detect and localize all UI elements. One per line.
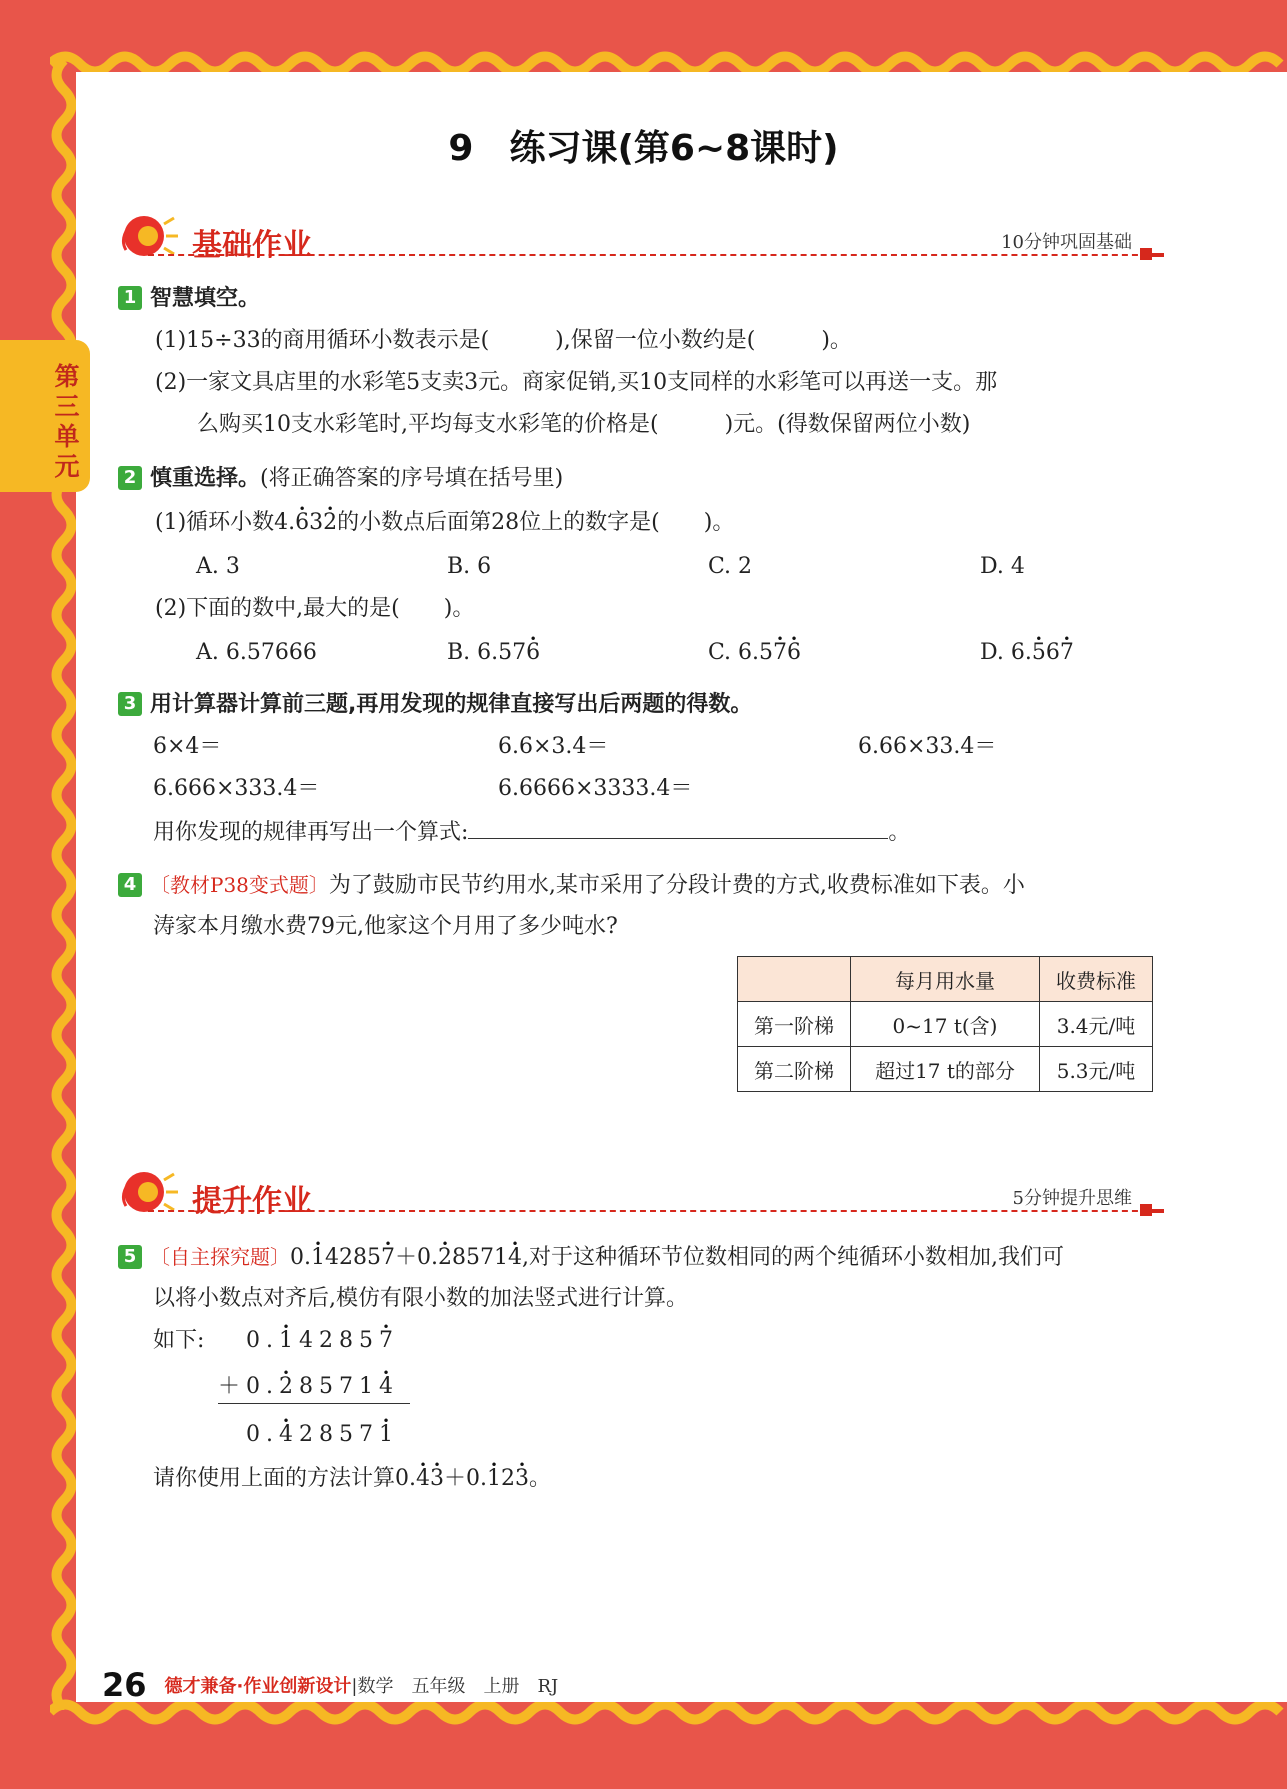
option-c[interactable]: C. 2 (708, 554, 753, 579)
footer-brand: 德才兼备·作业创新设计 (164, 1676, 352, 1697)
write-your-own-line (153, 816, 910, 848)
section-title: 提升作业 (192, 1184, 312, 1219)
addition-result (246, 1420, 399, 1450)
question-number: 2 (118, 466, 142, 490)
digit: 0. (246, 1422, 279, 1447)
divider-end-bar (1150, 253, 1164, 257)
digit: ＋0. (218, 1374, 279, 1399)
lightbulb-icon (118, 1166, 180, 1222)
question-5-text-line2: 以将小数点对齐后,模仿有限小数的加法竖式进行计算。 (153, 1286, 688, 1311)
table-cell: 5.3元/吨 (1040, 1047, 1153, 1092)
text: 2 (501, 1466, 515, 1491)
text: D. 6. (980, 640, 1032, 665)
option-a[interactable]: A. 6.57666 (196, 640, 317, 665)
repeating-digit: • 1 (487, 1466, 501, 1491)
text: 。 (888, 820, 911, 845)
text: ,对于这种循环节位数相同的两个纯循环小数相加,我们可 (522, 1245, 1064, 1270)
repeating-digit: • 6 (787, 640, 801, 665)
repeating-digit: • 5 (1032, 640, 1046, 665)
text: 0. (290, 1245, 311, 1270)
digit: 0. (246, 1328, 279, 1353)
question-2-part-1 (155, 508, 734, 538)
lightbulb-icon (118, 210, 180, 266)
question-5-heading (118, 1242, 1064, 1273)
digit: 2 (299, 1422, 319, 1447)
text: 3 (309, 510, 324, 535)
digit: 7 (359, 1422, 379, 1447)
table-header-row (738, 957, 1153, 1002)
repeating-digit: • 4 (508, 1245, 522, 1270)
question-4-text-line2: 涛家本月缴水费79元,他家这个月用了多少吨水? (153, 914, 618, 939)
option-a[interactable]: A. 3 (196, 554, 240, 579)
unit-label: 第三单元 (54, 362, 80, 481)
repeating-digit: • 6 (295, 510, 309, 535)
digit: 5 (319, 1374, 339, 1399)
digit: 8 (319, 1422, 339, 1447)
question-1-part-2a: (2)一家文具店里的水彩笔5支卖3元。商家促销,买10支同样的水彩笔可以再送一支。那 (155, 370, 998, 395)
question-text: 慎重选择。 (150, 466, 261, 491)
question-1-part-2b: 么购买10支水彩笔时,平均每支水彩笔的价格是( )元。(得数保留两位小数) (197, 412, 971, 437)
text: (1)循环小数4. (155, 510, 296, 535)
repeating-digit: • 4 (279, 1422, 299, 1447)
text: C. 6.5 (708, 640, 774, 665)
question-number: 3 (118, 692, 142, 716)
footer-info: |数学 五年级 上册 RJ (351, 1676, 559, 1697)
section-header-basic (118, 210, 1158, 270)
repeating-digit: • 2 (438, 1245, 452, 1270)
addition-line (218, 1403, 410, 1404)
table-header-cell (738, 957, 851, 1002)
text: 6 (1045, 640, 1060, 665)
expression: 6.66×33.4＝ (858, 734, 997, 759)
text: 8571 (452, 1245, 508, 1270)
question-4-heading (118, 870, 1025, 901)
digit: 8 (299, 1374, 319, 1399)
expression: 6×4＝ (153, 734, 222, 759)
repeating-digit: • 2 (279, 1374, 299, 1399)
repeating-digit: • 7 (1060, 640, 1074, 665)
text: 的小数点后面第28位上的数字是( )。 (337, 510, 735, 535)
text: 请你使用上面的方法计算0. (153, 1466, 416, 1491)
section-divider (148, 254, 1158, 256)
question-note: (将正确答案的序号填在括号里) (260, 466, 564, 491)
option-d[interactable]: D. 4 (980, 554, 1025, 579)
question-tag: 〔教材P38变式题〕 (150, 873, 329, 897)
option-c[interactable] (708, 638, 801, 668)
question-text: 为了鼓励市民节约用水,某市采用了分段计费的方式,收费标准如下表。小 (328, 873, 1025, 898)
table-cell: 3.4元/吨 (1040, 1002, 1153, 1047)
expression: 6.6666×3333.4＝ (498, 776, 693, 801)
question-text: 用计算器计算前三题,再用发现的规律直接写出后两题的得数。 (150, 692, 753, 717)
section-note: 5分钟提升思维 (1012, 1188, 1132, 1209)
text: B. 6.57 (447, 640, 527, 665)
question-tag: 〔自主探究题〕 (150, 1245, 290, 1269)
repeating-digit: • 3 (515, 1466, 529, 1491)
table-cell: 第二阶梯 (738, 1047, 851, 1092)
table-cell: 超过17 t的部分 (851, 1047, 1040, 1092)
text: ＋0. (395, 1245, 438, 1270)
section-title: 基础作业 (192, 228, 312, 263)
table-cell: 0~17 t(含) (851, 1002, 1040, 1047)
question-number: 1 (118, 286, 142, 310)
repeating-digit: • 3 (430, 1466, 444, 1491)
repeating-digit: • 4 (416, 1466, 430, 1491)
option-d[interactable] (980, 638, 1074, 668)
repeating-digit: • 2 (323, 510, 337, 535)
divider-end-bar (1150, 1209, 1164, 1213)
question-3-heading (118, 690, 752, 720)
addition-row-1 (246, 1326, 399, 1356)
unit-side-tab (0, 340, 90, 492)
page-number: 26 (102, 1666, 147, 1704)
repeating-digit: • 7 (379, 1328, 399, 1353)
text: 4285 (325, 1245, 381, 1270)
table-cell: 第一阶梯 (738, 1002, 851, 1047)
section-note: 10分钟巩固基础 (1001, 232, 1132, 253)
question-5-ask (153, 1464, 551, 1494)
section-divider (148, 1210, 1158, 1212)
digit: 2 (319, 1328, 339, 1353)
expression: 6.6×3.4＝ (498, 734, 609, 759)
example-label: 如下: (153, 1328, 205, 1353)
repeating-digit: • 7 (381, 1245, 395, 1270)
question-2-heading (118, 464, 563, 494)
digit: 4 (299, 1328, 319, 1353)
option-b[interactable] (447, 638, 540, 668)
digit: 5 (359, 1328, 379, 1353)
answer-blank[interactable] (468, 816, 888, 839)
page-title: 9 练习课(第6~8课时) (448, 128, 839, 169)
repeating-digit: • 6 (526, 640, 540, 665)
digit: 5 (339, 1422, 359, 1447)
text: ＋0. (444, 1466, 487, 1491)
table-header-cell: 收费标准 (1040, 957, 1153, 1002)
question-1-part-1: (1)15÷33的商用循环小数表示是( ),保留一位小数约是( )。 (155, 328, 852, 353)
question-2-part-2: (2)下面的数中,最大的是( )。 (155, 596, 475, 621)
digit: 8 (339, 1328, 359, 1353)
expression: 6.666×333.4＝ (153, 776, 320, 801)
table-row (738, 1047, 1153, 1092)
digit: 7 (339, 1374, 359, 1399)
water-fee-table (737, 956, 1153, 1092)
table-header-cell: 每月用水量 (851, 957, 1040, 1002)
addition-row-2 (218, 1372, 399, 1402)
repeating-digit: • 1 (279, 1328, 299, 1353)
text: 。 (529, 1466, 552, 1491)
text: 用你发现的规律再写出一个算式: (153, 820, 469, 845)
repeating-digit: • 1 (379, 1422, 399, 1447)
repeating-digit: • 4 (379, 1374, 399, 1399)
option-b[interactable]: B. 6 (447, 554, 492, 579)
table-row (738, 1002, 1153, 1047)
digit: 1 (359, 1374, 379, 1399)
page-footer (102, 1666, 558, 1704)
question-number: 4 (118, 873, 142, 897)
question-text: 智慧填空。 (150, 286, 261, 311)
question-1-heading (118, 284, 260, 314)
section-header-advanced (118, 1166, 1158, 1226)
question-number: 5 (118, 1245, 142, 1269)
repeating-digit: • 1 (311, 1245, 325, 1270)
repeating-digit: • 7 (773, 640, 787, 665)
